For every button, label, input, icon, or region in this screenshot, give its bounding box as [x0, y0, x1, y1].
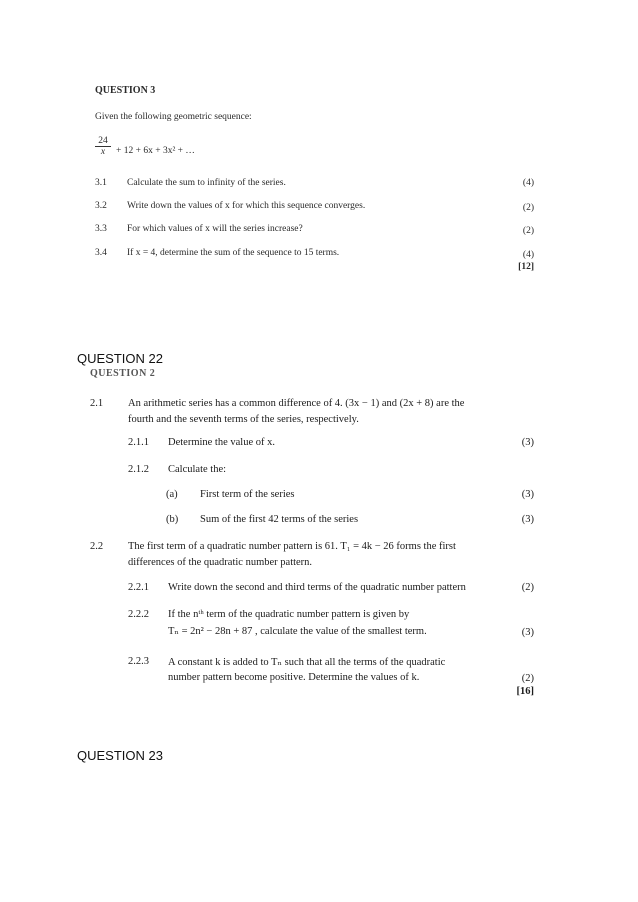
fraction-numerator: 24: [95, 136, 111, 147]
item-2-1-1-text: Determine the value of x.: [168, 437, 275, 448]
item-3-4-text: If x = 4, determine the sum of the sequence to 15 terms.: [127, 248, 340, 258]
item-3-1-number: 3.1: [95, 178, 107, 188]
item-2-2-2-number: 2.2.2: [128, 609, 149, 620]
item-2-2-line-1: The first term of a quadratic number pattern is 61. T₁ = 4k − 26 forms the first: [128, 541, 456, 552]
item-3-3-text: For which values of x will the series increase?: [127, 224, 303, 234]
item-2-2-3-line-2: number pattern become positive. Determine the values of k.: [168, 672, 420, 683]
sequence-fraction: [95, 136, 111, 157]
item-2-1-2-a-marks: (3): [521, 489, 534, 500]
cropped-heading-text: QUESTION 2: [90, 368, 156, 379]
item-2-2-3-marks: (2): [521, 673, 534, 684]
sequence-terms: + 12 + 6x + 3x² + …: [116, 146, 195, 156]
item-2-2-line-2: differences of the quadratic number pattern.: [128, 557, 313, 568]
item-2-1-2-a-text: First term of the series: [200, 489, 295, 500]
item-2-1-2-b-marks: (3): [521, 514, 534, 525]
fraction-denominator: x: [100, 147, 106, 157]
item-3-2-marks: (2): [522, 203, 534, 213]
item-2-2-3-number: 2.2.3: [128, 656, 149, 667]
question-22-heading: QUESTION 22: [77, 351, 163, 366]
item-3-1-marks: (4): [522, 178, 534, 188]
item-3-4-number: 3.4: [95, 248, 107, 258]
item-2-2-2-line-2: Tₙ = 2n² − 28n + 87 , calculate the value of the smallest term.: [168, 626, 427, 637]
question-3-title: QUESTION 3: [95, 85, 156, 96]
item-2-1-2-b-text: Sum of the first 42 terms of the series: [200, 514, 359, 525]
item-2-1-1-marks: (3): [521, 437, 534, 448]
item-2-2-number: 2.2: [90, 541, 104, 552]
item-2-1-2-number: 2.1.2: [128, 464, 149, 475]
item-3-3-marks: (2): [522, 226, 534, 236]
question-23-heading: QUESTION 23: [77, 748, 163, 763]
item-3-2-number: 3.2: [95, 201, 107, 211]
item-2-1-line-2: fourth and the seventh terms of the series, respectively.: [128, 414, 359, 425]
item-2-1-line-1: An arithmetic series has a common difference of 4. (3x − 1) and (2x + 8) are the: [128, 398, 465, 409]
item-2-1-2-a-label: (a): [166, 489, 178, 500]
item-2-2-3-line-1: A constant k is added to Tₙ such that all the terms of the quadratic: [168, 657, 446, 668]
item-2-2-1-marks: (2): [521, 582, 534, 593]
question-3-intro: Given the following geometric sequence:: [95, 112, 252, 122]
item-3-2-text: Write down the values of x for which this sequence converges.: [127, 201, 366, 211]
item-2-1-2-b-label: (b): [166, 514, 179, 525]
cropped-question-heading: [90, 368, 168, 379]
question-3-total: [12]: [518, 262, 534, 272]
item-2-1-1-number: 2.1.1: [128, 437, 149, 448]
item-2-2-2-marks: (3): [521, 627, 534, 638]
item-2-2-2-line-1: If the nᵗʰ term of the quadratic number pattern is given by: [168, 609, 410, 620]
question-2-total: [16]: [516, 686, 534, 697]
item-3-4-marks: (4): [522, 250, 534, 260]
item-2-1-2-text: Calculate the:: [168, 464, 227, 475]
item-2-2-1-text: Write down the second and third terms of the quadratic number pattern: [168, 582, 466, 593]
item-2-1-number: 2.1: [90, 398, 104, 409]
item-2-2-1-number: 2.2.1: [128, 582, 149, 593]
item-3-1-text: Calculate the sum to infinity of the series.: [127, 178, 286, 188]
item-3-3-number: 3.3: [95, 224, 107, 234]
